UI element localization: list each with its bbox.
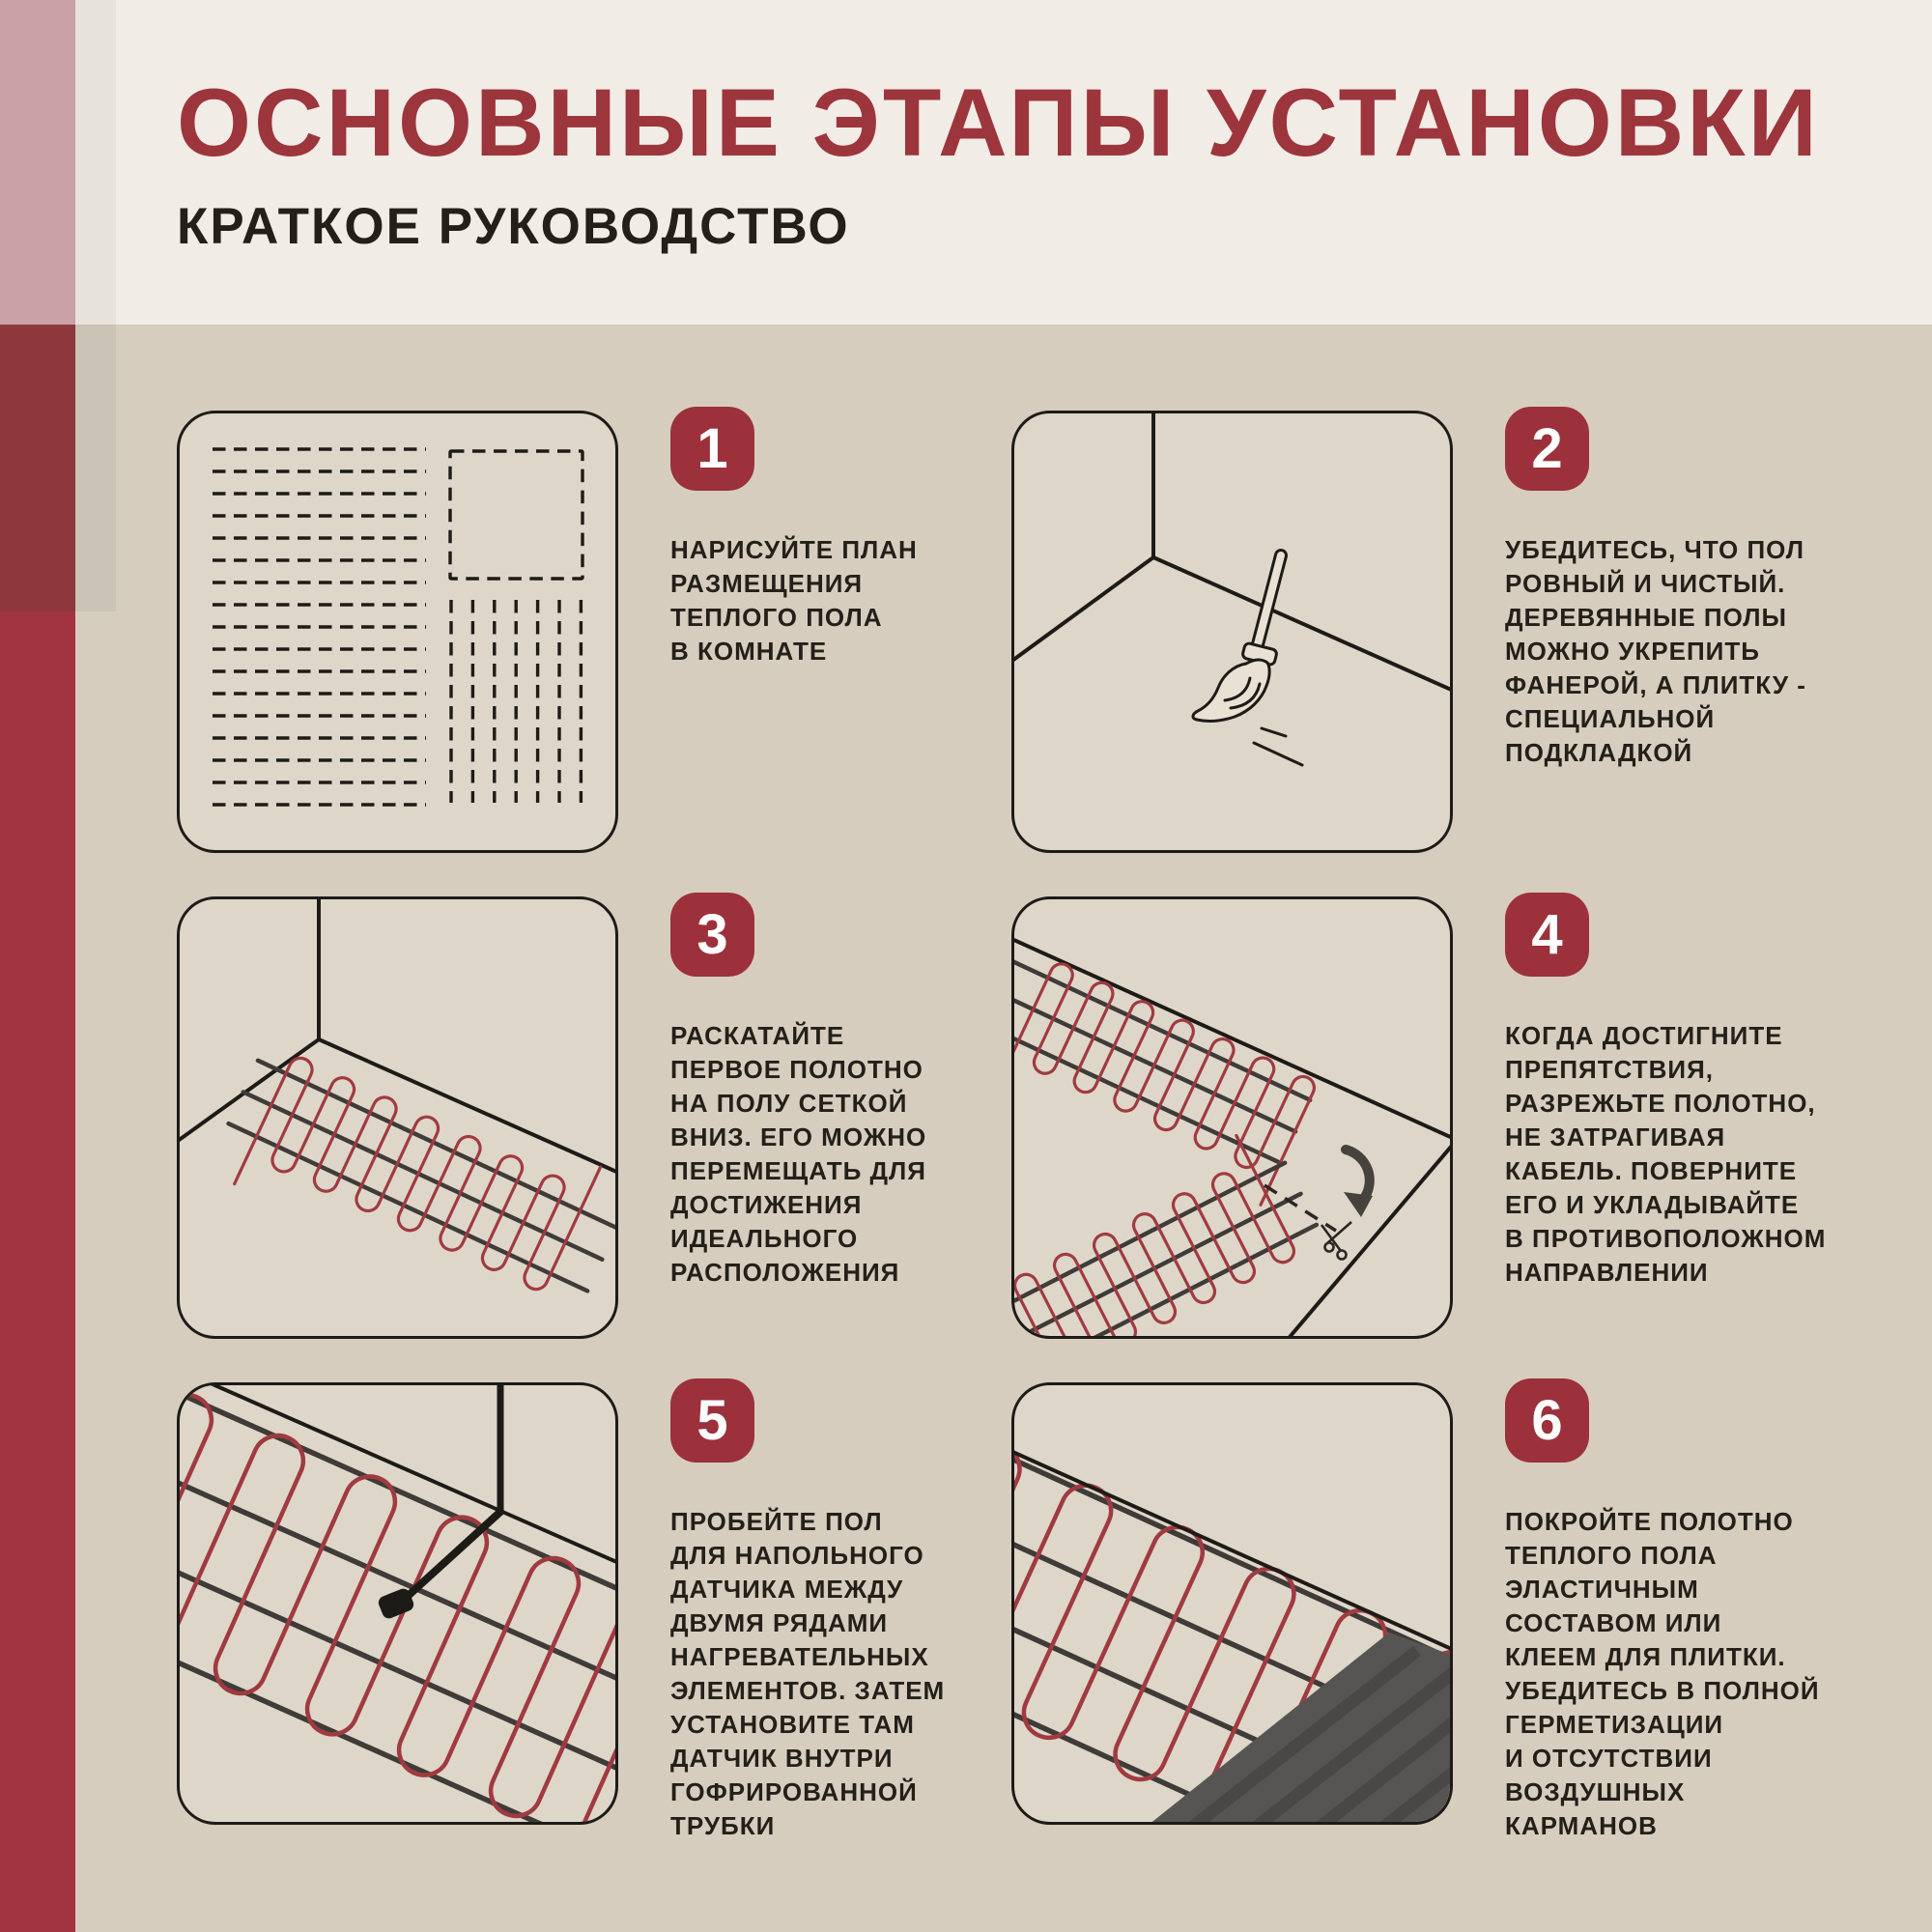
step-3-description [670,1019,1057,1290]
step-6-description [1505,1505,1891,1843]
description-line: ИДЕАЛЬНОГО [670,1224,859,1253]
description-line: НАПРАВЛЕНИИ [1505,1258,1709,1287]
description-line: ГОФРИРОВАННОЙ [670,1777,918,1806]
description-line: ПЕРВОЕ ПОЛОТНО [670,1055,923,1084]
floor-sensor-icon [177,1382,618,1825]
adhesive-cover-icon [1011,1382,1453,1825]
step-2-card [1011,411,1453,853]
step-5-description [670,1505,1057,1843]
step-6-number: 6 [1531,1389,1563,1452]
description-line: ВОЗДУШНЫХ [1505,1777,1686,1806]
description-line: НЕ ЗАТРАГИВАЯ [1505,1122,1726,1151]
description-line: ЭЛЕМЕНТОВ. ЗАТЕМ [670,1676,946,1705]
left-stripe-red [0,611,75,1932]
step-4-description [1505,1019,1891,1290]
description-line: В ПРОТИВОПОЛОЖНОМ [1505,1224,1827,1253]
step-1-number-badge [670,407,754,491]
step-3-number-badge [670,893,754,977]
description-line: КЛЕЕМ ДЛЯ ПЛИТКИ. [1505,1642,1786,1671]
description-line: СОСТАВОМ ИЛИ [1505,1608,1722,1637]
step-6-number-badge [1505,1378,1589,1463]
step-3-card [177,896,618,1339]
description-line: РАСКАТАЙТЕ [670,1021,845,1050]
page-title: ОСНОВНЫЕ ЭТАПЫ УСТАНОВКИ [177,69,1820,176]
description-line: КАРМАНОВ [1505,1811,1658,1840]
description-line: ДЕРЕВЯННЫЕ ПОЛЫ [1505,603,1787,632]
cut-mat-icon [1011,896,1453,1339]
description-line: ТЕПЛОГО ПОЛА [1505,1541,1718,1570]
step-1-description [670,533,1057,668]
description-line: КОГДА ДОСТИГНИТЕ [1505,1021,1783,1050]
description-line: КАБЕЛЬ. ПОВЕРНИТЕ [1505,1156,1798,1185]
step-2-number-badge [1505,407,1589,491]
step-1-number: 1 [696,417,728,480]
description-line: РОВНЫЙ И ЧИСТЫЙ. [1505,569,1786,598]
left-stripe-gray-top [75,0,116,325]
description-line: ПРОБЕЙТЕ ПОЛ [670,1507,883,1536]
step-2-description [1505,533,1891,770]
description-line: ЕГО И УКЛАДЫВАЙТЕ [1505,1190,1800,1219]
description-line: ПОДКЛАДКОЙ [1505,738,1693,767]
step-5-number-badge [670,1378,754,1463]
description-line: РАЗМЕЩЕНИЯ [670,569,864,598]
left-stripe-muted-red [0,325,75,611]
description-line: МОЖНО УКРЕПИТЬ [1505,637,1760,666]
description-line: НАРИСУЙТЕ ПЛАН [670,535,918,564]
description-line: ФАНЕРОЙ, А ПЛИТКУ - [1505,670,1806,699]
step-4-number: 4 [1531,903,1563,966]
step-1-card [177,411,618,853]
step-5-card [177,1382,618,1825]
description-line: УСТАНОВИТЕ ТАМ [670,1710,915,1739]
description-line: И ОТСУТСТВИИ [1505,1744,1713,1773]
description-line: ДАТЧИК ВНУТРИ [670,1744,894,1773]
description-line: В КОМНАТЕ [670,637,828,666]
step-3-number: 3 [696,903,728,966]
description-line: ДВУМЯ РЯДАМИ [670,1608,889,1637]
description-line: ПЕРЕМЕЩАТЬ ДЛЯ [670,1156,926,1185]
description-line: ДЛЯ НАПОЛЬНОГО [670,1541,924,1570]
description-line: РАСПОЛОЖЕНИЯ [670,1258,900,1287]
scissors-icon [1321,1222,1351,1260]
broom-sweep-icon [1011,411,1453,853]
rotate-arrow-icon [1344,1150,1373,1217]
description-line: ПОКРОЙТЕ ПОЛОТНО [1505,1507,1794,1536]
description-line: ВНИЗ. ЕГО МОЖНО [670,1122,927,1151]
description-line: РАЗРЕЖЬТЕ ПОЛОТНО, [1505,1089,1816,1118]
description-line: ЭЛАСТИЧНЫМ [1505,1575,1699,1604]
step-6-card [1011,1382,1453,1825]
description-line: ПРЕПЯТСТВИЯ, [1505,1055,1715,1084]
page-subtitle: КРАТКОЕ РУКОВОДСТВО [177,198,850,255]
description-line: ТЕПЛОГО ПОЛА [670,603,883,632]
description-line: ДАТЧИКА МЕЖДУ [670,1575,904,1604]
description-line: СПЕЦИАЛЬНОЙ [1505,704,1716,733]
description-line: УБЕДИТЕСЬ В ПОЛНОЙ [1505,1676,1820,1705]
left-stripe-gray-bottom [75,325,116,611]
description-line: УБЕДИТЕСЬ, ЧТО ПОЛ [1505,535,1805,564]
step-5-number: 5 [696,1389,728,1452]
description-line: НАГРЕВАТЕЛЬНЫХ [670,1642,929,1671]
floor-plan-icon [177,411,618,853]
step-2-number: 2 [1531,417,1563,480]
step-4-card [1011,896,1453,1339]
description-line: ТРУБКИ [670,1811,776,1840]
step-4-number-badge [1505,893,1589,977]
description-line: ГЕРМЕТИЗАЦИИ [1505,1710,1724,1739]
description-line: ДОСТИЖЕНИЯ [670,1190,863,1219]
description-line: НА ПОЛУ СЕТКОЙ [670,1089,908,1118]
left-stripe-pink [0,0,75,325]
heating-mat-corner-icon [177,896,618,1339]
